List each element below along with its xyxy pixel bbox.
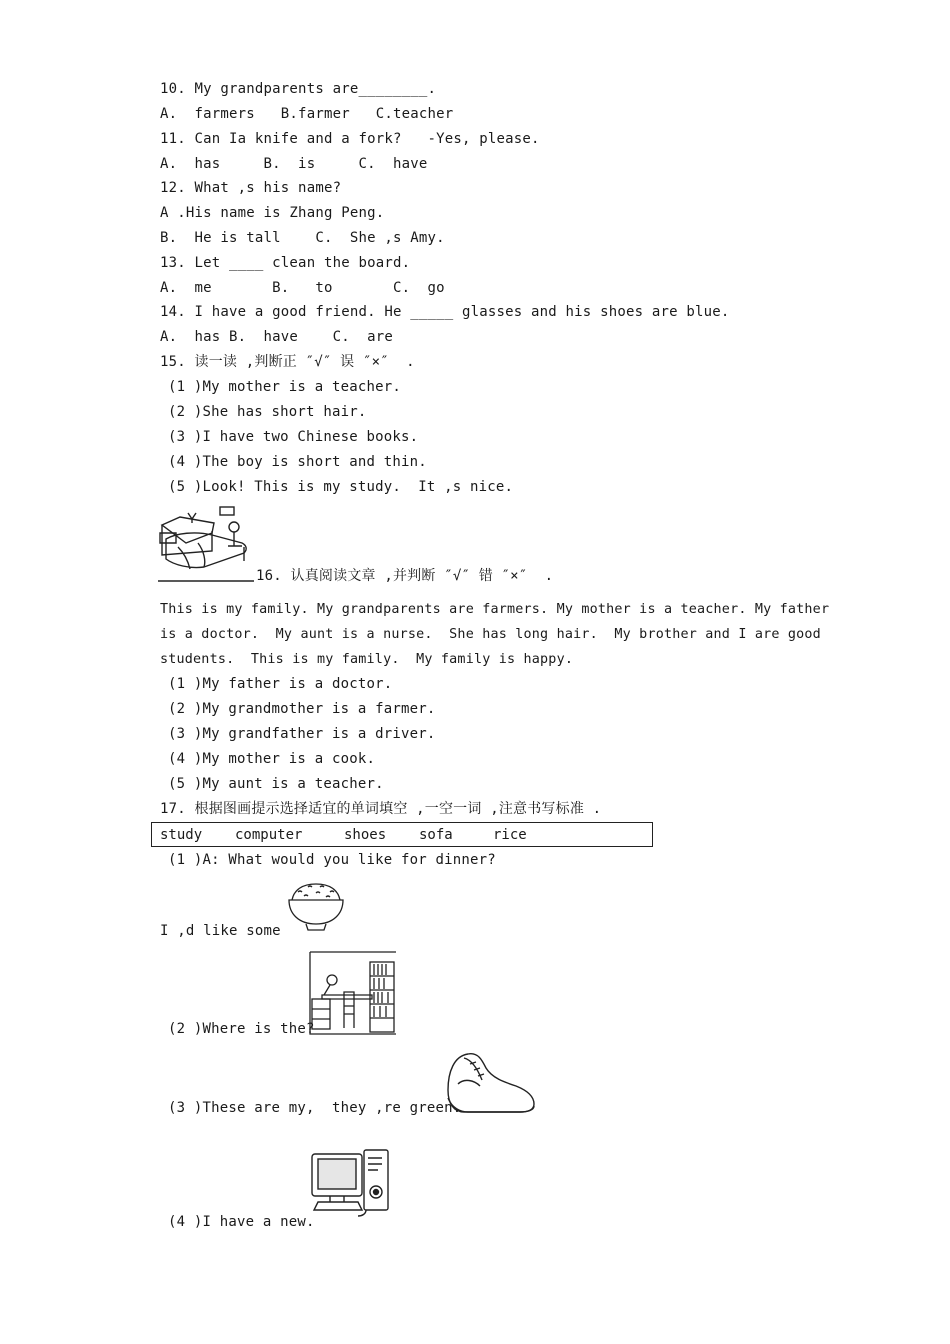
rice-bowl-icon <box>286 878 346 934</box>
question-14: 14. I have a good friend. He _____ glasses and his shoes are blue. <box>160 304 730 320</box>
computer-icon <box>308 1148 392 1218</box>
q15-item: (3 )I have two Chinese books. <box>168 429 419 445</box>
q17-item: I ,d like some <box>160 923 281 939</box>
question-15-title: 15. 读一读 ,判断正 ″√″ 误 ″×″ . <box>160 354 415 370</box>
word-bank-word: study <box>160 827 203 843</box>
q16-passage-line: students. This is my family. My family is happy. <box>160 652 574 667</box>
word-bank-word: shoes <box>344 827 387 843</box>
word-bank-word: rice <box>493 827 527 843</box>
q15-item: (4 )The boy is short and thin. <box>168 454 427 470</box>
bedroom-sketch-icon <box>158 505 258 583</box>
question-10: 10. My grandparents are________. <box>160 81 437 97</box>
question-16-title: 16. 认真阅读文章 ,并判断 ″√″ 错 ″×″ . <box>256 568 554 584</box>
word-bank-word: sofa <box>419 827 453 843</box>
q17-item: (2 )Where is the? <box>168 1021 315 1037</box>
question-17-title: 17. 根据图画提示选择适宜的单词填空 ,一空一词 ,注意书写标准 . <box>160 801 602 817</box>
q16-item: (4 )My mother is a cook. <box>168 751 376 767</box>
q16-item: (2 )My grandmother is a farmer. <box>168 701 436 717</box>
question-11-options: A. has B. is C. have <box>160 156 428 172</box>
question-12-options-bc: B. He is tall C. She ,s Amy. <box>160 230 445 246</box>
word-bank-word: computer <box>235 827 303 843</box>
question-12: 12. What ,s his name? <box>160 180 342 196</box>
q17-item: (3 )These are my, they ,re green. <box>168 1100 462 1116</box>
q16-item: (5 )My aunt is a teacher. <box>168 776 384 792</box>
question-12-option-a: A .His name is Zhang Peng. <box>160 205 385 221</box>
q16-passage-line: This is my family. My grandparents are farmers. My mother is a teacher. My father <box>160 602 830 617</box>
question-11: 11. Can Ia knife and a fork? -Yes, please. <box>160 131 540 147</box>
q16-item: (3 )My grandfather is a driver. <box>168 726 436 742</box>
study-room-icon <box>308 950 398 1036</box>
question-13-options: A. me B. to C. go <box>160 280 445 296</box>
question-10-options: A. farmers B.farmer C.teacher <box>160 106 454 122</box>
q15-item: (2 )She has short hair. <box>168 404 367 420</box>
question-13: 13. Let ____ clean the board. <box>160 255 411 271</box>
q15-item: (5 )Look! This is my study. It ,s nice. <box>168 479 514 495</box>
word-bank <box>151 822 653 847</box>
q17-item: (1 )A: What would you like for dinner? <box>168 852 496 868</box>
q16-item: (1 )My father is a doctor. <box>168 676 393 692</box>
question-14-options: A. has B. have C. are <box>160 329 393 345</box>
q17-item: (4 )I have a new. <box>168 1214 315 1230</box>
q16-passage-line: is a doctor. My aunt is a nurse. She has long hair. My brother and I are good <box>160 627 821 642</box>
q15-item: (1 )My mother is a teacher. <box>168 379 401 395</box>
